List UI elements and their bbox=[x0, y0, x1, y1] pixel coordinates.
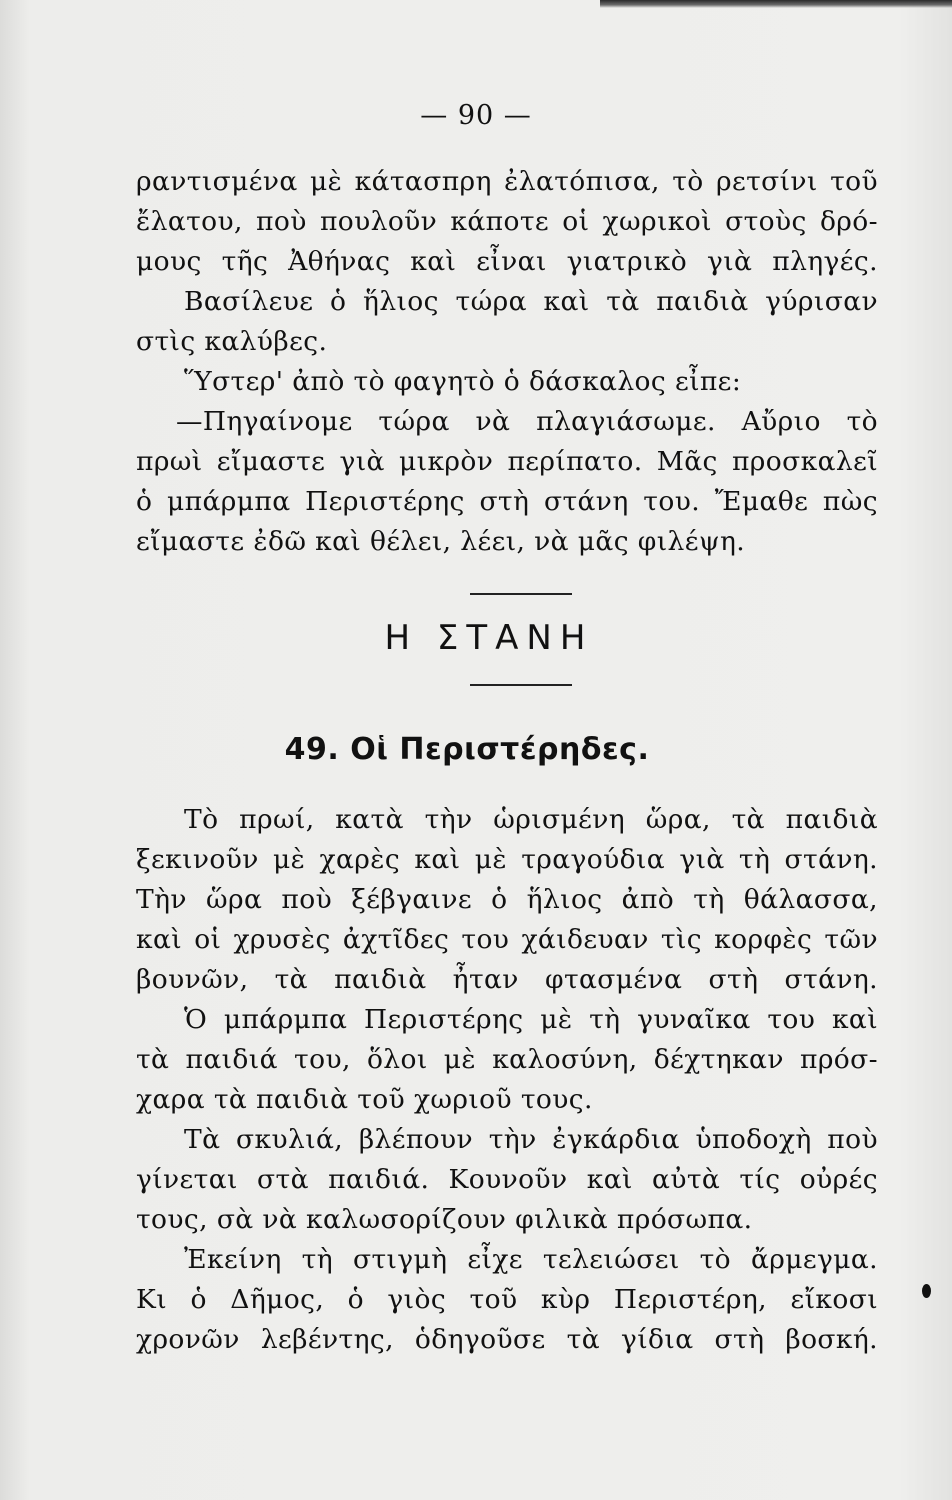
page-edge-shadow bbox=[600, 0, 952, 8]
text-line: βουνῶν, τὰ παιδιὰ ἦταν φτασμένα στὴ στάνη. bbox=[136, 964, 878, 995]
text-line: ὁ μπάρμπα Περιστέρης στὴ στάνη του. Ἔμαθε πὼς bbox=[136, 486, 878, 517]
text-line: Ἐκείνη τὴ στιγμὴ εἶχε τελειώσει τὸ ἄρμεγμα. bbox=[184, 1244, 878, 1275]
text-line: τὰ παιδιά του, ὅλοι μὲ καλοσύνη, δέχτηκαν πρόσ- bbox=[136, 1044, 878, 1075]
text-line: Τὴν ὥρα ποὺ ξέβγαινε ὁ ἥλιος ἀπὸ τὴ θάλασσα, bbox=[136, 884, 878, 915]
text-line: καὶ οἱ χρυσὲς ἀχτῖδες του χάιδευαν τὶς κορφὲς τῶν bbox=[136, 924, 878, 955]
text-line: ἔλατου, ποὺ πουλοῦν κάποτε οἱ χωρικοὶ στοὺς δρό- bbox=[136, 206, 878, 237]
section-title: Η ΣΤΑΝΗ bbox=[384, 618, 594, 658]
text-line: Τὰ σκυλιά, βλέπουν τὴν ἐγκάρδια ὑποδοχὴ ποὺ bbox=[184, 1124, 878, 1155]
page-number: — 90 — bbox=[420, 100, 532, 131]
text-line: μους τῆς Ἀθήνας καὶ εἶναι γιατρικὸ γιὰ πληγές. bbox=[136, 246, 878, 277]
section-rule-top bbox=[470, 593, 572, 595]
text-line: ραντισμένα μὲ κάτασπρη ἐλατόπισα, τὸ ρετσίνι τοῦ bbox=[136, 166, 878, 197]
text-line: ξεκινοῦν μὲ χαρὲς καὶ μὲ τραγούδια γιὰ τὴ στάνη. bbox=[136, 844, 878, 875]
text-line: τους, σὰ νὰ καλωσορίζουν φιλικὰ πρόσωπα. bbox=[136, 1204, 753, 1235]
text-block-before-section bbox=[136, 162, 878, 562]
text-block-chapter bbox=[136, 800, 878, 1360]
section-rule-bottom bbox=[470, 684, 572, 686]
ink-dot-mark bbox=[922, 1284, 931, 1298]
text-line: χαρα τὰ παιδιὰ τοῦ χωριοῦ τους. bbox=[136, 1084, 593, 1115]
text-line: στὶς καλύβες. bbox=[136, 326, 328, 357]
text-line: Τὸ πρωί, κατὰ τὴν ὡρισμένη ὥρα, τὰ παιδιὰ bbox=[184, 804, 878, 835]
text-line: Ὁ μπάρμπα Περιστέρης μὲ τὴ γυναῖκα του καὶ bbox=[184, 1004, 878, 1035]
text-line: εἴμαστε ἐδῶ καὶ θέλει, λέει, νὰ μᾶς φιλέψη. bbox=[136, 526, 746, 557]
text-line: πρωὶ εἴμαστε γιὰ μικρὸν περίπατο. Μᾶς προσκαλεῖ bbox=[136, 446, 878, 477]
text-line: —Πηγαίνομε τώρα νὰ πλαγιάσωμε. Αὔριο τὸ bbox=[176, 406, 878, 437]
text-line: χρονῶν λεβέντης, ὁδηγοῦσε τὰ γίδια στὴ βοσκή. bbox=[136, 1324, 878, 1355]
chapter-heading: 49. Οἱ Περιστέρηδες. bbox=[284, 732, 650, 767]
text-line: Ὕστερ' ἀπὸ τὸ φαγητὸ ὁ δάσκαλος εἶπε: bbox=[184, 366, 742, 397]
text-line: Βασίλευε ὁ ἥλιος τώρα καὶ τὰ παιδιὰ γύρισαν bbox=[184, 286, 878, 317]
text-line: Κι ὁ Δῆμος, ὁ γιὸς τοῦ κὺρ Περιστέρη, εἴκοσι bbox=[136, 1284, 878, 1315]
text-line: γίνεται στὰ παιδιά. Κουνοῦν καὶ αὐτὰ τίς οὐρές bbox=[136, 1164, 878, 1195]
